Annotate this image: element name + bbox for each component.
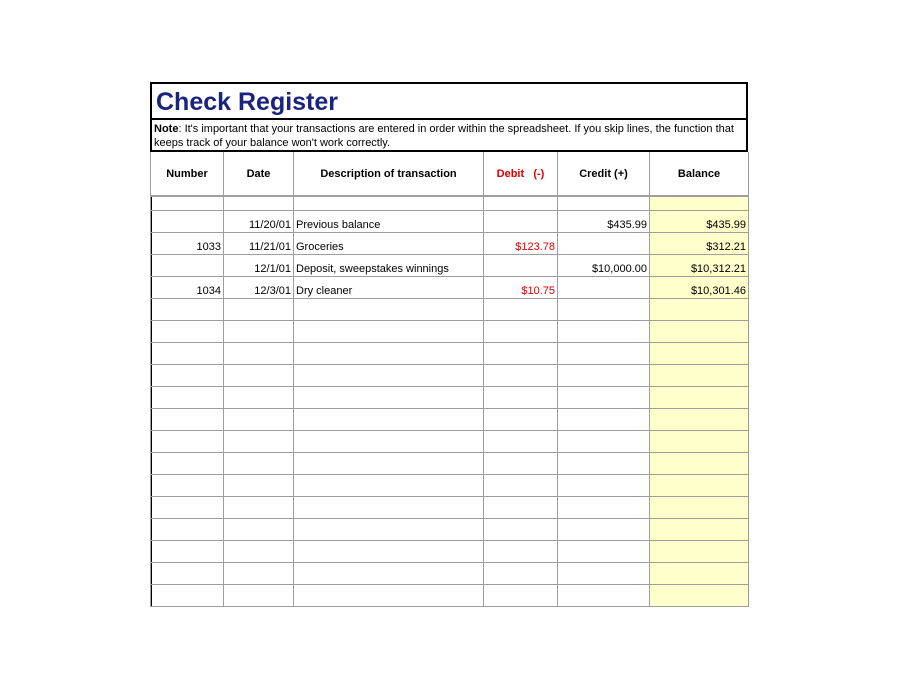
column-header-credit: Credit (+)	[558, 152, 650, 196]
table-row	[151, 276, 749, 298]
cell-balance[interactable]	[650, 364, 749, 386]
column-header-debit: Debit (-)	[484, 152, 558, 196]
cell-date[interactable]	[224, 474, 294, 496]
table-cell[interactable]	[224, 196, 294, 210]
cell-description[interactable]	[294, 342, 484, 364]
empty-row	[151, 320, 749, 342]
cell-date[interactable]	[224, 320, 294, 342]
cell-date[interactable]	[224, 496, 294, 518]
cell-date[interactable]	[224, 386, 294, 408]
cell-debit[interactable]	[484, 562, 558, 584]
empty-row	[151, 298, 749, 320]
empty-row	[151, 584, 749, 606]
cell-credit[interactable]	[558, 518, 650, 540]
cell-debit[interactable]	[484, 408, 558, 430]
cell-description[interactable]: Deposit, sweepstakes winnings	[294, 254, 484, 276]
column-header-date: Date	[224, 152, 294, 196]
cell-credit[interactable]: $435.99	[558, 210, 650, 232]
column-header-balance: Balance	[650, 152, 749, 196]
cell-balance[interactable]	[650, 430, 749, 452]
cell-debit[interactable]	[484, 320, 558, 342]
cell-number[interactable]	[151, 430, 224, 452]
cell-credit[interactable]	[558, 540, 650, 562]
cell-balance[interactable]	[650, 540, 749, 562]
cell-balance[interactable]	[650, 452, 749, 474]
register-table	[150, 152, 749, 607]
cell-number[interactable]	[151, 386, 224, 408]
note-text: : It's important that your transactions are entered in order within the spreadsheet. If you skip lines, the function that keeps track of your balance won't work correctly.	[154, 123, 734, 149]
cell-balance[interactable]	[650, 584, 749, 606]
cell-balance[interactable]	[650, 562, 749, 584]
note	[152, 120, 746, 152]
cell-description[interactable]	[294, 298, 484, 320]
cell-credit[interactable]	[558, 232, 650, 254]
cell-balance[interactable]	[650, 386, 749, 408]
cell-number[interactable]	[151, 408, 224, 430]
cell-description[interactable]	[294, 584, 484, 606]
page-title: Check Register	[152, 84, 746, 120]
cell-debit[interactable]	[484, 430, 558, 452]
cell-date[interactable]	[224, 540, 294, 562]
cell-balance[interactable]	[650, 342, 749, 364]
cell-date[interactable]	[224, 430, 294, 452]
empty-row	[151, 430, 749, 452]
cell-number[interactable]	[151, 496, 224, 518]
cell-description[interactable]	[294, 496, 484, 518]
cell-balance[interactable]	[650, 298, 749, 320]
cell-credit[interactable]	[558, 408, 650, 430]
cell-credit[interactable]	[558, 342, 650, 364]
cell-debit[interactable]	[484, 210, 558, 232]
cell-number[interactable]	[151, 562, 224, 584]
table-cell[interactable]	[294, 196, 484, 210]
cell-credit[interactable]	[558, 584, 650, 606]
cell-balance[interactable]	[650, 496, 749, 518]
cell-description[interactable]	[294, 408, 484, 430]
cell-date[interactable]: 11/21/01	[224, 232, 294, 254]
cell-debit[interactable]	[484, 298, 558, 320]
cell-debit[interactable]	[484, 254, 558, 276]
cell-description[interactable]: Previous balance	[294, 210, 484, 232]
table-row	[151, 232, 749, 254]
cell-balance[interactable]: $10,301.46	[650, 276, 749, 298]
cell-credit[interactable]	[558, 474, 650, 496]
cell-debit[interactable]	[484, 386, 558, 408]
cell-date[interactable]	[224, 408, 294, 430]
cell-number[interactable]	[151, 342, 224, 364]
cell-date[interactable]	[224, 584, 294, 606]
table-row	[151, 254, 749, 276]
cell-number[interactable]	[151, 584, 224, 606]
cell-number[interactable]	[151, 210, 224, 232]
cell-date[interactable]	[224, 342, 294, 364]
cell-date[interactable]	[224, 364, 294, 386]
empty-row	[151, 408, 749, 430]
empty-row	[151, 518, 749, 540]
table-cell[interactable]	[558, 196, 650, 210]
cell-number[interactable]	[151, 320, 224, 342]
empty-row	[151, 364, 749, 386]
cell-date[interactable]: 12/1/01	[224, 254, 294, 276]
cell-credit[interactable]	[558, 320, 650, 342]
cell-credit[interactable]	[558, 276, 650, 298]
cell-credit[interactable]	[558, 496, 650, 518]
cell-description[interactable]	[294, 518, 484, 540]
empty-row	[151, 474, 749, 496]
cell-balance[interactable]: $435.99	[650, 210, 749, 232]
cell-balance[interactable]	[650, 518, 749, 540]
table-cell[interactable]	[650, 196, 749, 210]
empty-row	[151, 452, 749, 474]
cell-description[interactable]	[294, 320, 484, 342]
cell-number[interactable]	[151, 540, 224, 562]
cell-debit[interactable]	[484, 474, 558, 496]
cell-description[interactable]	[294, 452, 484, 474]
cell-number[interactable]: 1033	[151, 232, 224, 254]
cell-credit[interactable]	[558, 430, 650, 452]
cell-description[interactable]	[294, 474, 484, 496]
spacer-row	[151, 196, 749, 210]
cell-description[interactable]	[294, 540, 484, 562]
cell-date[interactable]	[224, 452, 294, 474]
cell-balance[interactable]	[650, 408, 749, 430]
cell-description[interactable]: Groceries	[294, 232, 484, 254]
cell-date[interactable]	[224, 298, 294, 320]
cell-description[interactable]	[294, 562, 484, 584]
cell-balance[interactable]: $312.21	[650, 232, 749, 254]
cell-debit[interactable]: $10.75	[484, 276, 558, 298]
cell-credit[interactable]: $10,000.00	[558, 254, 650, 276]
cell-debit[interactable]: $123.78	[484, 232, 558, 254]
cell-number[interactable]: 1034	[151, 276, 224, 298]
cell-debit[interactable]	[484, 496, 558, 518]
column-header-number: Number	[151, 152, 224, 196]
cell-number[interactable]	[151, 298, 224, 320]
cell-description[interactable]	[294, 364, 484, 386]
cell-credit[interactable]	[558, 386, 650, 408]
cell-credit[interactable]	[558, 298, 650, 320]
cell-debit[interactable]	[484, 342, 558, 364]
cell-description[interactable]: Dry cleaner	[294, 276, 484, 298]
column-header-description: Description of transaction	[294, 152, 484, 196]
cell-debit[interactable]	[484, 540, 558, 562]
cell-number[interactable]	[151, 518, 224, 540]
cell-balance[interactable]	[650, 474, 749, 496]
cell-balance[interactable]	[650, 320, 749, 342]
cell-date[interactable]: 11/20/01	[224, 210, 294, 232]
empty-row	[151, 540, 749, 562]
cell-number[interactable]	[151, 254, 224, 276]
cell-date[interactable]: 12/3/01	[224, 276, 294, 298]
table-row	[151, 210, 749, 232]
cell-credit[interactable]	[558, 562, 650, 584]
cell-debit[interactable]	[484, 452, 558, 474]
cell-debit[interactable]	[484, 518, 558, 540]
cell-debit[interactable]	[484, 584, 558, 606]
cell-number[interactable]	[151, 364, 224, 386]
table-cell[interactable]	[151, 196, 224, 210]
cell-debit[interactable]	[484, 364, 558, 386]
header-row	[151, 152, 749, 196]
cell-credit[interactable]	[558, 364, 650, 386]
note-label: Note	[154, 123, 179, 135]
empty-row	[151, 496, 749, 518]
cell-date[interactable]	[224, 518, 294, 540]
cell-description[interactable]	[294, 386, 484, 408]
cell-description[interactable]	[294, 430, 484, 452]
cell-credit[interactable]	[558, 452, 650, 474]
cell-date[interactable]	[224, 562, 294, 584]
empty-row	[151, 386, 749, 408]
empty-row	[151, 342, 749, 364]
cell-number[interactable]	[151, 474, 224, 496]
check-register	[150, 82, 748, 607]
cell-number[interactable]	[151, 452, 224, 474]
table-cell[interactable]	[484, 196, 558, 210]
cell-balance[interactable]: $10,312.21	[650, 254, 749, 276]
empty-row	[151, 562, 749, 584]
